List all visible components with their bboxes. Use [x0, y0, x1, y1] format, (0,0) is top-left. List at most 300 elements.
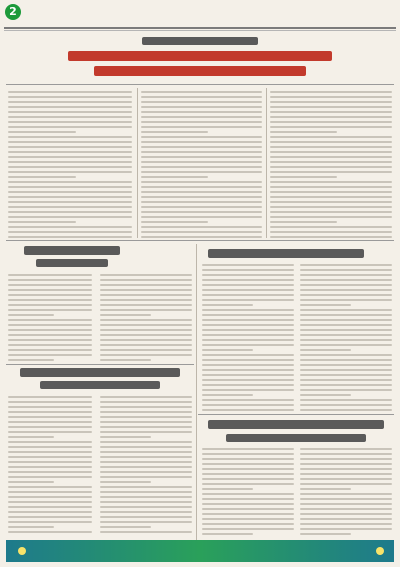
placeholder-text-line	[8, 309, 92, 311]
placeholder-text-line	[300, 399, 392, 401]
placeholder-text-line	[270, 91, 392, 93]
placeholder-text-line	[141, 171, 262, 173]
placeholder-text-line	[202, 294, 294, 296]
placeholder-text-line	[270, 181, 392, 183]
placeholder-text-line	[100, 359, 151, 361]
placeholder-text-line	[100, 294, 192, 296]
placeholder-text-line	[300, 304, 351, 306]
placeholder-text-line	[270, 191, 392, 193]
placeholder-text-line	[300, 314, 392, 316]
placeholder-text-line	[8, 426, 92, 428]
placeholder-text-line	[100, 309, 192, 311]
placeholder-text-line	[100, 304, 192, 306]
placeholder-text-line	[300, 528, 392, 530]
placeholder-text-line	[270, 116, 392, 118]
placeholder-text-line	[8, 171, 132, 173]
placeholder-text-line	[270, 161, 392, 163]
placeholder-text-line	[141, 226, 262, 228]
placeholder-text-line	[300, 294, 392, 296]
placeholder-text-line	[270, 166, 392, 168]
placeholder-text-line	[300, 359, 392, 361]
placeholder-text-line	[8, 216, 132, 218]
placeholder-text-line	[270, 101, 392, 103]
placeholder-text-line	[8, 446, 92, 448]
placeholder-text-line	[100, 274, 192, 276]
column-divider	[196, 244, 197, 540]
placeholder-text-line	[8, 201, 132, 203]
placeholder-text-line	[100, 531, 192, 533]
placeholder-text-line	[8, 324, 92, 326]
placeholder-text-line	[8, 466, 92, 468]
placeholder-text-line	[202, 493, 294, 495]
placeholder-text-line	[8, 456, 92, 458]
placeholder-text-line	[300, 334, 392, 336]
placeholder-text-line	[270, 141, 392, 143]
placeholder-text-line	[100, 441, 192, 443]
placeholder-text-line	[202, 533, 253, 535]
placeholder-text-line	[141, 111, 262, 113]
placeholder-text-line	[100, 456, 192, 458]
youth-cadre-headline-line-2	[36, 259, 108, 267]
countryside-evening-headline-line-2	[226, 434, 366, 442]
lead-story-headline-line-1	[68, 51, 332, 61]
placeholder-text-line	[100, 324, 192, 326]
placeholder-text-line	[202, 463, 294, 465]
placeholder-text-line	[8, 206, 132, 208]
placeholder-text-line	[141, 116, 262, 118]
placeholder-text-line	[100, 421, 192, 423]
placeholder-text-line	[100, 339, 192, 341]
placeholder-text-line	[8, 516, 92, 518]
placeholder-text-line	[141, 216, 262, 218]
placeholder-text-line	[300, 533, 351, 535]
placeholder-text-line	[8, 279, 92, 281]
placeholder-text-line	[270, 231, 392, 233]
placeholder-text-line	[300, 394, 351, 396]
placeholder-text-line	[8, 136, 132, 138]
placeholder-text-line	[300, 488, 351, 490]
placeholder-text-line	[100, 396, 192, 398]
masthead-rule	[4, 27, 396, 29]
placeholder-text-line	[270, 211, 392, 213]
placeholder-text-line	[100, 506, 192, 508]
placeholder-text-line	[202, 369, 294, 371]
placeholder-text-line	[8, 401, 92, 403]
placeholder-text-line	[141, 191, 262, 193]
placeholder-text-line	[300, 493, 392, 495]
placeholder-text-line	[202, 404, 294, 406]
placeholder-text-line	[300, 364, 392, 366]
placeholder-text-line	[100, 451, 192, 453]
placeholder-text-line	[141, 156, 262, 158]
placeholder-text-line	[300, 453, 392, 455]
placeholder-text-line	[141, 146, 262, 148]
placeholder-text-line	[202, 314, 294, 316]
placeholder-text-line	[300, 523, 392, 525]
placeholder-text-line	[8, 421, 92, 423]
placeholder-text-line	[202, 349, 253, 351]
placeholder-text-line	[100, 406, 192, 408]
placeholder-text-line	[300, 289, 392, 291]
placeholder-text-line	[300, 518, 392, 520]
placeholder-text-line	[202, 279, 294, 281]
placeholder-text-line	[8, 166, 132, 168]
placeholder-text-line	[141, 106, 262, 108]
placeholder-text-line	[300, 468, 392, 470]
placeholder-text-line	[8, 501, 92, 503]
placeholder-text-line	[8, 481, 54, 483]
placeholder-text-line	[8, 329, 92, 331]
placeholder-text-line	[300, 344, 392, 346]
lead-story-kicker	[142, 37, 258, 45]
lead-story-headline-line-2	[94, 66, 306, 76]
section-rule	[6, 364, 194, 365]
county-congress-headline	[208, 249, 364, 258]
placeholder-text-line	[202, 289, 294, 291]
placeholder-text-line	[300, 274, 392, 276]
placeholder-text-line	[202, 299, 294, 301]
placeholder-text-line	[270, 176, 337, 178]
placeholder-text-line	[202, 468, 294, 470]
placeholder-text-line	[300, 384, 392, 386]
placeholder-text-line	[300, 458, 392, 460]
placeholder-text-line	[8, 354, 92, 356]
placeholder-text-line	[100, 334, 192, 336]
placeholder-text-line	[8, 146, 132, 148]
placeholder-text-line	[8, 406, 92, 408]
placeholder-text-line	[8, 359, 54, 361]
placeholder-text-line	[202, 503, 294, 505]
womens-federation-headline-line-2	[40, 381, 160, 389]
placeholder-text-line	[202, 394, 253, 396]
placeholder-text-line	[100, 401, 192, 403]
placeholder-text-line	[202, 374, 294, 376]
placeholder-text-line	[202, 309, 294, 311]
placeholder-text-line	[141, 231, 262, 233]
placeholder-text-line	[300, 483, 392, 485]
placeholder-text-line	[100, 289, 192, 291]
placeholder-text-line	[141, 151, 262, 153]
placeholder-text-line	[8, 299, 92, 301]
placeholder-text-line	[202, 473, 294, 475]
placeholder-text-line	[300, 379, 392, 381]
placeholder-text-line	[270, 206, 392, 208]
placeholder-text-line	[202, 478, 294, 480]
placeholder-text-line	[300, 299, 392, 301]
placeholder-text-line	[202, 453, 294, 455]
placeholder-text-line	[8, 141, 132, 143]
masthead	[0, 0, 400, 28]
placeholder-text-line	[300, 503, 392, 505]
placeholder-text-line	[141, 196, 262, 198]
placeholder-text-line	[8, 451, 92, 453]
placeholder-text-line	[100, 436, 151, 438]
placeholder-text-line	[8, 196, 132, 198]
placeholder-text-line	[8, 314, 54, 316]
placeholder-text-line	[8, 116, 132, 118]
placeholder-text-line	[300, 389, 392, 391]
placeholder-text-line	[270, 156, 392, 158]
placeholder-text-line	[8, 496, 92, 498]
placeholder-text-line	[8, 319, 92, 321]
placeholder-text-line	[8, 491, 92, 493]
placeholder-text-line	[300, 473, 392, 475]
placeholder-text-line	[8, 396, 92, 398]
placeholder-text-line	[202, 518, 294, 520]
placeholder-text-line	[141, 96, 262, 98]
placeholder-text-line	[300, 409, 392, 411]
placeholder-text-line	[300, 508, 392, 510]
placeholder-text-line	[100, 526, 151, 528]
placeholder-text-line	[100, 284, 192, 286]
placeholder-text-line	[270, 236, 392, 238]
placeholder-text-line	[270, 146, 392, 148]
placeholder-text-line	[202, 319, 294, 321]
placeholder-text-line	[270, 226, 392, 228]
placeholder-text-line	[141, 121, 262, 123]
placeholder-text-line	[141, 181, 262, 183]
placeholder-text-line	[100, 314, 151, 316]
placeholder-text-line	[202, 508, 294, 510]
placeholder-text-line	[202, 364, 294, 366]
placeholder-text-line	[100, 349, 192, 351]
placeholder-text-line	[202, 264, 294, 266]
placeholder-text-line	[300, 374, 392, 376]
placeholder-text-line	[100, 491, 192, 493]
placeholder-text-line	[100, 511, 192, 513]
placeholder-text-line	[8, 191, 132, 193]
placeholder-text-line	[202, 448, 294, 450]
banner-dot	[376, 547, 384, 555]
placeholder-text-line	[202, 458, 294, 460]
placeholder-text-line	[100, 319, 192, 321]
placeholder-text-line	[8, 506, 92, 508]
placeholder-text-line	[8, 131, 76, 133]
placeholder-text-line	[270, 151, 392, 153]
placeholder-text-line	[270, 221, 337, 223]
placeholder-text-line	[202, 389, 294, 391]
placeholder-text-line	[100, 496, 192, 498]
placeholder-text-line	[300, 339, 392, 341]
placeholder-text-line	[202, 498, 294, 500]
placeholder-text-line	[8, 289, 92, 291]
placeholder-text-line	[8, 181, 132, 183]
banner-dot	[18, 547, 26, 555]
placeholder-text-line	[202, 488, 253, 490]
placeholder-text-line	[141, 176, 208, 178]
placeholder-text-line	[8, 91, 132, 93]
placeholder-text-line	[141, 131, 208, 133]
placeholder-text-line	[8, 511, 92, 513]
placeholder-text-line	[8, 531, 92, 533]
placeholder-text-line	[100, 354, 192, 356]
placeholder-text-line	[8, 344, 92, 346]
lead-story-rule	[6, 84, 394, 85]
placeholder-text-line	[8, 471, 92, 473]
placeholder-text-line	[100, 329, 192, 331]
placeholder-text-line	[202, 359, 294, 361]
placeholder-text-line	[8, 294, 92, 296]
placeholder-text-line	[8, 226, 132, 228]
placeholder-text-line	[141, 136, 262, 138]
placeholder-text-line	[300, 264, 392, 266]
placeholder-text-line	[202, 339, 294, 341]
placeholder-text-line	[141, 101, 262, 103]
placeholder-text-line	[8, 441, 92, 443]
placeholder-text-line	[100, 486, 192, 488]
placeholder-text-line	[300, 269, 392, 271]
placeholder-text-line	[300, 498, 392, 500]
placeholder-text-line	[270, 96, 392, 98]
column-divider	[137, 88, 138, 238]
placeholder-text-line	[202, 274, 294, 276]
placeholder-text-line	[270, 171, 392, 173]
placeholder-text-line	[8, 411, 92, 413]
page-number-badge: 2	[5, 4, 21, 20]
placeholder-text-line	[202, 329, 294, 331]
placeholder-text-line	[8, 431, 92, 433]
placeholder-text-line	[100, 501, 192, 503]
placeholder-text-line	[8, 96, 132, 98]
placeholder-text-line	[8, 349, 92, 351]
placeholder-text-line	[8, 334, 92, 336]
placeholder-text-line	[270, 216, 392, 218]
placeholder-text-line	[8, 211, 132, 213]
placeholder-text-line	[141, 221, 208, 223]
placeholder-text-line	[8, 106, 132, 108]
placeholder-text-line	[8, 231, 132, 233]
placeholder-text-line	[300, 404, 392, 406]
placeholder-text-line	[202, 384, 294, 386]
placeholder-text-line	[202, 399, 294, 401]
placeholder-text-line	[202, 284, 294, 286]
placeholder-text-line	[141, 211, 262, 213]
placeholder-text-line	[141, 236, 262, 238]
placeholder-text-line	[270, 201, 392, 203]
placeholder-text-line	[270, 121, 392, 123]
placeholder-text-line	[270, 196, 392, 198]
placeholder-text-line	[100, 446, 192, 448]
placeholder-text-line	[8, 156, 132, 158]
placeholder-text-line	[270, 131, 337, 133]
placeholder-text-line	[100, 279, 192, 281]
bottom-slogan-banner	[6, 540, 394, 562]
placeholder-text-line	[202, 324, 294, 326]
placeholder-text-line	[270, 106, 392, 108]
placeholder-text-line	[100, 431, 192, 433]
placeholder-text-line	[202, 334, 294, 336]
placeholder-text-line	[8, 126, 132, 128]
placeholder-text-line	[100, 426, 192, 428]
placeholder-text-line	[141, 201, 262, 203]
womens-federation-headline-line-1	[20, 368, 180, 377]
placeholder-text-line	[202, 304, 253, 306]
placeholder-text-line	[202, 513, 294, 515]
placeholder-text-line	[202, 409, 294, 411]
placeholder-text-line	[300, 309, 392, 311]
placeholder-text-line	[8, 304, 92, 306]
placeholder-text-line	[300, 349, 351, 351]
placeholder-text-line	[300, 463, 392, 465]
placeholder-text-line	[8, 121, 132, 123]
placeholder-text-line	[100, 466, 192, 468]
placeholder-text-line	[100, 521, 192, 523]
placeholder-text-line	[8, 461, 92, 463]
placeholder-text-line	[270, 136, 392, 138]
placeholder-text-line	[141, 161, 262, 163]
placeholder-text-line	[8, 176, 76, 178]
placeholder-text-line	[8, 476, 92, 478]
masthead-rule-secondary	[4, 30, 396, 31]
section-rule	[198, 414, 394, 415]
placeholder-text-line	[100, 516, 192, 518]
placeholder-text-line	[8, 221, 76, 223]
placeholder-text-line	[270, 126, 392, 128]
placeholder-text-line	[8, 161, 132, 163]
placeholder-text-line	[100, 411, 192, 413]
placeholder-text-line	[141, 166, 262, 168]
placeholder-text-line	[8, 436, 54, 438]
placeholder-text-line	[202, 528, 294, 530]
placeholder-text-line	[141, 186, 262, 188]
placeholder-text-line	[8, 274, 92, 276]
placeholder-text-line	[202, 344, 294, 346]
placeholder-text-line	[300, 319, 392, 321]
placeholder-text-line	[202, 354, 294, 356]
youth-cadre-headline-line-1	[24, 246, 120, 255]
placeholder-text-line	[8, 151, 132, 153]
placeholder-text-line	[8, 186, 132, 188]
column-divider	[266, 88, 267, 238]
placeholder-text-line	[141, 141, 262, 143]
placeholder-text-line	[300, 329, 392, 331]
section-rule	[6, 240, 394, 241]
placeholder-text-line	[100, 344, 192, 346]
placeholder-text-line	[8, 101, 132, 103]
placeholder-text-line	[141, 126, 262, 128]
placeholder-text-line	[300, 448, 392, 450]
placeholder-text-line	[300, 279, 392, 281]
placeholder-text-line	[8, 521, 92, 523]
placeholder-text-line	[202, 269, 294, 271]
placeholder-text-line	[202, 523, 294, 525]
placeholder-text-line	[141, 91, 262, 93]
placeholder-text-line	[270, 186, 392, 188]
placeholder-text-line	[300, 284, 392, 286]
placeholder-text-line	[8, 486, 92, 488]
placeholder-text-line	[8, 236, 132, 238]
placeholder-text-line	[8, 526, 54, 528]
placeholder-text-line	[300, 324, 392, 326]
countryside-evening-headline-line-1	[208, 420, 384, 429]
placeholder-text-line	[300, 513, 392, 515]
placeholder-text-line	[100, 471, 192, 473]
placeholder-text-line	[8, 416, 92, 418]
placeholder-text-line	[8, 284, 92, 286]
placeholder-text-line	[270, 111, 392, 113]
placeholder-text-line	[100, 476, 192, 478]
placeholder-text-line	[300, 369, 392, 371]
placeholder-text-line	[300, 354, 392, 356]
placeholder-text-line	[141, 206, 262, 208]
placeholder-text-line	[8, 111, 132, 113]
placeholder-text-line	[100, 461, 192, 463]
placeholder-text-line	[8, 339, 92, 341]
placeholder-text-line	[202, 379, 294, 381]
placeholder-text-line	[100, 416, 192, 418]
placeholder-text-line	[202, 483, 294, 485]
placeholder-text-line	[300, 478, 392, 480]
